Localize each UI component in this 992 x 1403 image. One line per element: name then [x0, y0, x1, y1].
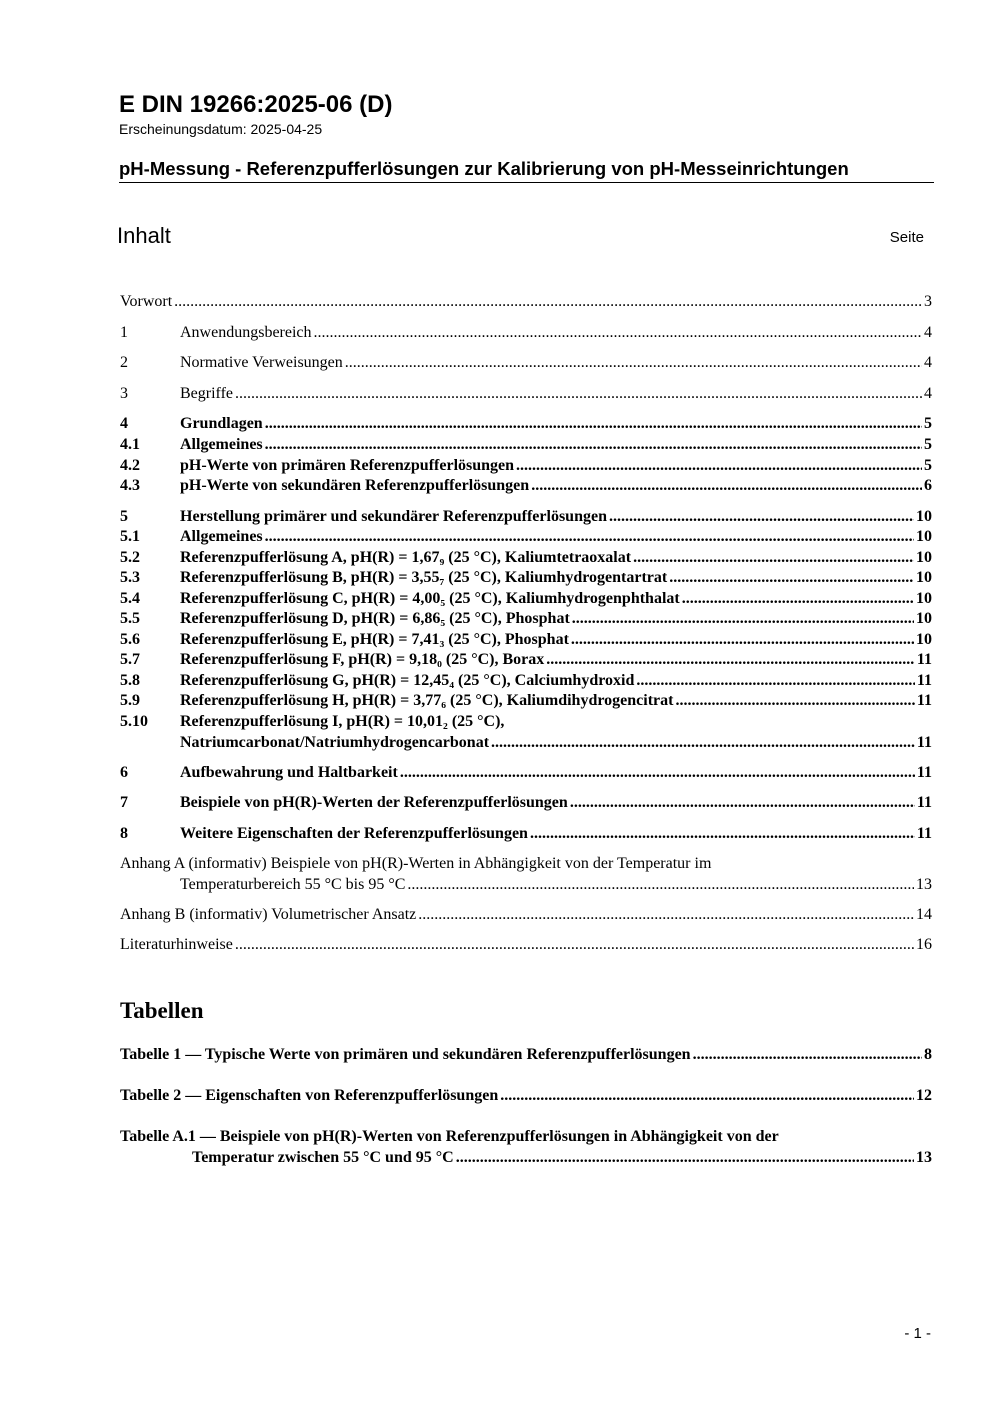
toc-entry-4-1[interactable] — [120, 435, 932, 456]
toc-entry-text: Referenzpufferlösung D, pH(R) = 6,86₅ (25 °C), Phosphat — [180, 610, 570, 627]
toc-entry-page: 6 — [924, 477, 932, 494]
toc-entry-page: 4 — [924, 354, 932, 371]
toc-entry-page: 10 — [916, 590, 932, 607]
dot-leader — [500, 1086, 914, 1107]
toc-entry-7[interactable] — [120, 793, 932, 814]
toc-entry-text: Anhang A (informativ) Beispiele von pH(R)-Werten in Abhängigkeit von der Temperatur im — [120, 855, 712, 872]
toc-entry-page: 5 — [924, 436, 932, 453]
toc-entry-page: 11 — [916, 764, 932, 781]
toc-entry-number: 8 — [120, 825, 128, 842]
toc-entry-text: Anhang B (informativ) Volumetrischer Ansatz — [120, 906, 417, 923]
toc-entry-number: 5.3 — [120, 569, 140, 586]
toc-entry-text: Herstellung primärer und sekundärer Referenzpufferlösungen — [180, 508, 607, 525]
toc-entry-5-9[interactable] — [120, 691, 932, 712]
toc-entry-anhang-a[interactable] — [120, 854, 932, 895]
table-entry-text: Tabelle 2 — Eigenschaften von Referenzpufferlösungen — [120, 1087, 499, 1104]
toc-entry-3[interactable] — [120, 384, 932, 405]
dot-leader — [265, 414, 922, 435]
dot-leader — [407, 875, 914, 896]
toc-entry-number: 5.4 — [120, 590, 140, 607]
dot-leader — [345, 353, 922, 374]
toc-entry-5-10[interactable] — [120, 712, 932, 753]
dot-leader — [669, 568, 914, 589]
publication-date: Erscheinungsdatum: 2025-04-25 — [119, 121, 323, 137]
toc-entry-text: Grundlagen — [180, 415, 263, 432]
toc-entry-5-6[interactable] — [120, 630, 932, 651]
toc-entry-text: pH-Werte von sekundären Referenzpufferlösungen — [180, 477, 530, 494]
toc-entry-number: 5.1 — [120, 528, 140, 545]
dot-leader — [235, 384, 922, 405]
dot-leader — [456, 1148, 914, 1169]
toc-entry-page: 10 — [916, 610, 932, 627]
toc-heading: Inhalt — [117, 223, 171, 248]
toc-entry-page: 13 — [916, 875, 932, 893]
dot-leader — [265, 527, 914, 548]
toc-entry-text: Vorwort — [120, 293, 173, 310]
dot-leader — [516, 456, 922, 477]
dot-leader — [693, 1045, 922, 1066]
dot-leader — [491, 733, 915, 754]
table-entry-a1[interactable] — [120, 1127, 932, 1168]
toc-entry-number: 5.7 — [120, 651, 140, 668]
toc-entry-page: 16 — [916, 936, 932, 953]
toc-entry-5-2[interactable] — [120, 548, 932, 569]
toc-entry-5-1[interactable] — [120, 527, 932, 548]
toc-entry-page: 3 — [924, 293, 932, 310]
toc-entry-text: Allgemeines — [180, 436, 263, 453]
dot-leader — [174, 292, 922, 313]
dot-leader — [235, 935, 914, 956]
toc-entry-page: 5 — [924, 457, 932, 474]
toc-entry-text: Weitere Eigenschaften der Referenzpufferlösungen — [180, 825, 528, 842]
toc-entry-page: 11 — [916, 733, 932, 751]
page-number: - 1 - — [904, 1325, 931, 1342]
toc-entry-text: Referenzpufferlösung G, pH(R) = 12,45₄ (25 °C), Calciumhydroxid — [180, 672, 635, 689]
toc-entry-text: Allgemeines — [180, 528, 263, 545]
document-title: E DIN 19266:2025-06 (D) — [119, 91, 393, 118]
toc-page-column-heading: Seite — [889, 229, 924, 246]
toc-entry-page: 11 — [916, 672, 932, 689]
dot-leader — [530, 824, 915, 845]
toc-entry-number: 4.3 — [120, 477, 140, 494]
toc-entry-page: 4 — [924, 385, 932, 402]
dot-leader — [400, 763, 915, 784]
toc-entry-5-7[interactable] — [120, 650, 932, 671]
toc-entry-number: 6 — [120, 764, 128, 781]
document-subject: pH-Messung - Referenzpufferlösungen zur Kalibrierung von pH-Messeinrichtungen — [119, 157, 934, 183]
toc-entry-number: 7 — [120, 794, 128, 811]
table-entry-page: 13 — [916, 1148, 932, 1166]
table-entry-page: 12 — [916, 1087, 932, 1104]
toc-entry-text: Anwendungsbereich — [180, 324, 312, 341]
toc-entry-text: Referenzpufferlösung F, pH(R) = 9,18₀ (25 °C), Borax — [180, 651, 545, 668]
toc-entry-text-continued: Natriumcarbonat/Natriumhydrogencarbonat — [180, 733, 490, 751]
dot-leader — [314, 323, 922, 344]
toc-entry-5-4[interactable] — [120, 589, 932, 610]
dot-leader — [609, 507, 914, 528]
toc-entry-5-5[interactable] — [120, 609, 932, 630]
dot-leader — [418, 905, 914, 926]
dot-leader — [546, 650, 915, 671]
toc-entry-4-3[interactable] — [120, 476, 932, 497]
toc-entry-text: Referenzpufferlösung C, pH(R) = 4,00₅ (25 °C), Kaliumhydrogenphthalat — [180, 590, 680, 607]
toc-entry-4-2[interactable] — [120, 456, 932, 477]
dot-leader — [531, 476, 922, 497]
dot-leader — [675, 691, 914, 712]
toc-entry-page: 4 — [924, 324, 932, 341]
toc-entry-text: Referenzpufferlösung H, pH(R) = 3,77₆ (25 °C), Kaliumdihydrogencitrat — [180, 692, 674, 709]
dot-leader — [636, 671, 915, 692]
toc-entry-text: Referenzpufferlösung A, pH(R) = 1,67₉ (25 °C), Kaliumtetraoxalat — [180, 549, 632, 566]
dot-leader — [265, 435, 922, 456]
toc-entry-page: 10 — [916, 528, 932, 545]
toc-entry-number: 1 — [120, 324, 128, 341]
toc-entry-text: Begriffe — [180, 385, 234, 402]
toc-entry-text: Normative Verweisungen — [180, 354, 343, 371]
toc-entry-text: Referenzpufferlösung B, pH(R) = 3,55₇ (25 °C), Kaliumhydrogentartrat — [180, 569, 668, 586]
toc-entry-page: 10 — [916, 631, 932, 648]
toc-entry-5-3[interactable] — [120, 568, 932, 589]
table-entry-page: 8 — [924, 1046, 932, 1063]
toc-entry-anhang-b[interactable] — [120, 905, 932, 926]
toc-entry-4[interactable] — [120, 414, 932, 435]
toc-entry-page: 10 — [916, 569, 932, 586]
toc-entry-page: 5 — [924, 415, 932, 432]
toc-entry-text: pH-Werte von primären Referenzpufferlösungen — [180, 457, 515, 474]
toc-entry-5[interactable] — [120, 507, 932, 528]
toc-entry-text: Beispiele von pH(R)-Werten der Referenzpufferlösungen — [180, 794, 568, 811]
toc-entry-number: 5.8 — [120, 672, 140, 689]
toc-entry-5-8[interactable] — [120, 671, 932, 692]
table-entry-text: Tabelle 1 — Typische Werte von primären und sekundären Referenzpufferlösungen — [120, 1046, 691, 1063]
dot-leader — [570, 793, 915, 814]
toc-entry-vorwort[interactable] — [120, 292, 932, 313]
toc-entry-page: 11 — [916, 794, 932, 811]
toc-entry-text: Aufbewahrung und Haltbarkeit — [180, 764, 398, 781]
toc-entry-number: 5.9 — [120, 692, 140, 709]
toc-entry-page: 11 — [916, 692, 932, 709]
table-entry-text: Tabelle A.1 — Beispiele von pH(R)-Werten von Referenzpufferlösungen in Abhängigkeit von der — [120, 1128, 779, 1145]
toc-entry-text: Referenzpufferlösung I, pH(R) = 10,01₂ (25 °C), — [180, 713, 505, 730]
toc-entry-number: 5.5 — [120, 610, 140, 627]
dot-leader — [571, 630, 914, 651]
toc-entry-number: 4.1 — [120, 436, 140, 453]
toc-entry-2[interactable] — [120, 353, 932, 374]
toc-entry-text: Referenzpufferlösung E, pH(R) = 7,41₃ (25 °C), Phosphat — [180, 631, 569, 648]
toc-entry-literaturhinweise[interactable] — [120, 935, 932, 956]
toc-entry-page: 10 — [916, 508, 932, 525]
toc-entry-page: 11 — [916, 651, 932, 668]
dot-leader — [633, 548, 914, 569]
table-entry-text-continued: Temperatur zwischen 55 °C und 95 °C — [192, 1148, 454, 1166]
toc-entry-page: 10 — [916, 549, 932, 566]
dot-leader — [572, 609, 914, 630]
table-entry-2[interactable] — [120, 1086, 932, 1107]
toc-entry-number: 3 — [120, 385, 128, 402]
toc-entry-number: 2 — [120, 354, 128, 371]
toc-entry-number: 5 — [120, 508, 128, 525]
toc-entry-text: Literaturhinweise — [120, 936, 233, 953]
toc-entry-number: 4 — [120, 415, 128, 432]
toc-entry-number: 5.6 — [120, 631, 140, 648]
dot-leader — [682, 589, 914, 610]
tables-heading: Tabellen — [120, 998, 204, 1023]
toc-entry-1[interactable] — [120, 323, 932, 344]
toc-entry-8[interactable] — [120, 824, 932, 845]
table-entry-1[interactable] — [120, 1045, 932, 1066]
toc-entry-page: 11 — [916, 825, 932, 842]
toc-entry-text-continued: Temperaturbereich 55 °C bis 95 °C — [180, 875, 406, 893]
toc-entry-number: 5.10 — [120, 713, 148, 730]
toc-entry-number: 4.2 — [120, 457, 140, 474]
toc-entry-6[interactable] — [120, 763, 932, 784]
toc-entry-page: 14 — [916, 906, 932, 923]
toc-entry-number: 5.2 — [120, 549, 140, 566]
